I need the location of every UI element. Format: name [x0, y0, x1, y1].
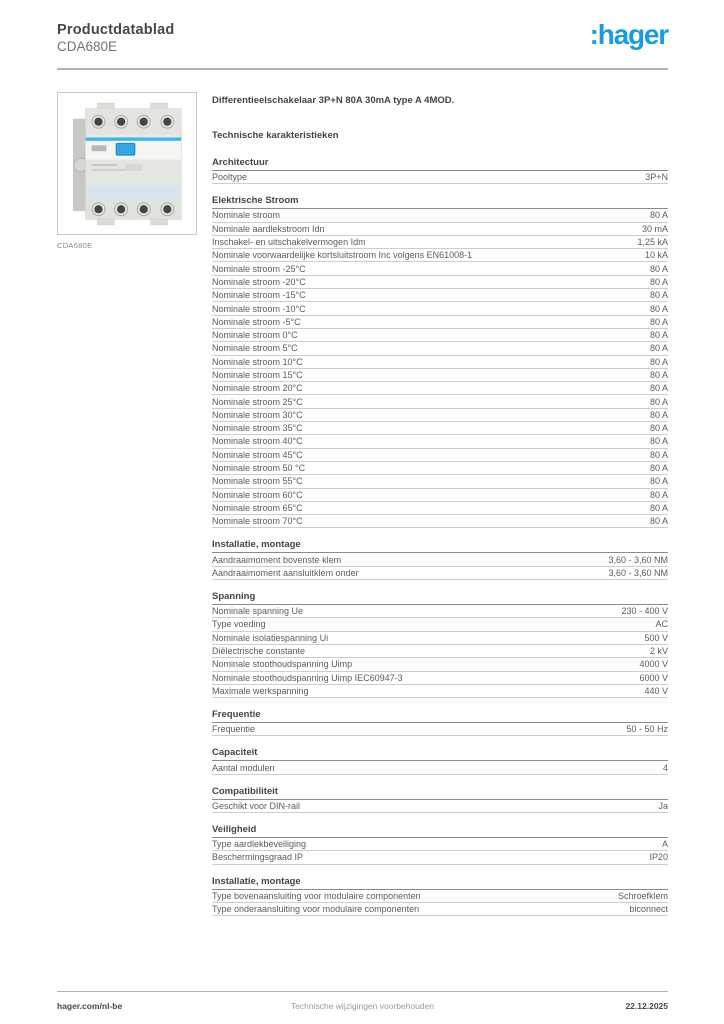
spec-label: Nominale stroom 45°C: [212, 449, 303, 460]
spec-value: Ja: [658, 800, 668, 811]
spec-section-title: Veiligheid: [212, 825, 668, 838]
spec-section: [212, 158, 668, 184]
spec-label: Nominale stroom 60°C: [212, 489, 303, 500]
spec-label: Nominale stroom 10°C: [212, 356, 303, 367]
spec-label: Nominale stroom: [212, 210, 281, 221]
spec-value: 3P+N: [645, 172, 668, 183]
spec-label: Nominale stroom -20°C: [212, 276, 306, 287]
spec-label: Nominale stroom 0°C: [212, 330, 298, 341]
product-image-frame: [57, 92, 197, 235]
spec-label: Nominale stroom -5°C: [212, 316, 301, 327]
spec-label: Nominale stroom 70°C: [212, 516, 303, 527]
spec-row: [212, 356, 668, 369]
spec-label: Nominale stroom 55°C: [212, 476, 303, 487]
spec-value: 30 mA: [641, 223, 668, 234]
footer-date: 22.12.2025: [625, 1001, 668, 1011]
spec-section: [212, 540, 668, 580]
spec-section-title: Capaciteit: [212, 748, 668, 761]
spec-row: [212, 645, 668, 658]
spec-row: [212, 276, 668, 289]
spec-label: Diëlectrische constante: [212, 646, 306, 657]
spec-value: IP20: [649, 852, 668, 863]
spec-row: [212, 329, 668, 342]
spec-section-title: Compatibiliteit: [212, 787, 668, 800]
spec-section-title: Elektrische Stroom: [212, 196, 668, 209]
technical-characteristics-heading: Technische karakteristieken: [212, 130, 339, 141]
spec-row: [212, 618, 668, 631]
spec-value: 80 A: [649, 409, 668, 420]
spec-row: [212, 462, 668, 475]
spec-row: [212, 502, 668, 515]
spec-value: 230 - 400 V: [621, 606, 668, 617]
spec-value: 500 V: [644, 632, 668, 643]
spec-value: 6000 V: [639, 672, 668, 683]
spec-row: [212, 171, 668, 184]
spec-label: Type bovenaansluiting voor modulaire componenten: [212, 890, 421, 901]
spec-row: [212, 382, 668, 395]
spec-section-title: Installatie, montage: [212, 540, 668, 553]
spec-label: Inschakel- en uitschakelvermogen Idm: [212, 237, 366, 248]
spec-row: [212, 249, 668, 262]
spec-value: 80 A: [649, 463, 668, 474]
page-footer: [57, 991, 668, 1011]
spec-section-title: Installatie, montage: [212, 877, 668, 890]
header-titles: [57, 22, 174, 55]
spec-label: Aandraaimoment bovenste klem: [212, 554, 342, 565]
spec-value: 80 A: [649, 276, 668, 287]
spec-row: [212, 515, 668, 528]
spec-value: 80 A: [649, 516, 668, 527]
spec-label: Nominale stroom 35°C: [212, 423, 303, 434]
spec-value: 2 kV: [649, 646, 668, 657]
spec-row: [212, 800, 668, 813]
spec-label: Nominale stoothoudspanning Uimp IEC60947-3: [212, 672, 403, 683]
spec-value: 80 A: [649, 423, 668, 434]
spec-label: Aantal modulen: [212, 762, 275, 773]
spec-label: Nominale isolatiespanning Ui: [212, 632, 329, 643]
spec-value: 1,25 kA: [637, 237, 668, 248]
spec-label: Nominale stroom -25°C: [212, 263, 306, 274]
spec-section: [212, 748, 668, 774]
spec-label: Nominale stroom 40°C: [212, 436, 303, 447]
spec-label: Nominale stroom 50 °C: [212, 463, 306, 474]
spec-row: [212, 289, 668, 302]
spec-label: Type aardlekbeveiliging: [212, 839, 307, 850]
spec-value: Schroefklem: [617, 890, 668, 901]
spec-label: Beschermingsgraad IP: [212, 852, 304, 863]
product-image-column: [57, 92, 197, 928]
spec-label: Nominale aardlekstroom Idn: [212, 223, 325, 234]
spec-section: [212, 592, 668, 698]
spec-value: 80 A: [649, 290, 668, 301]
page-header: [57, 19, 668, 55]
page-title: Productdatablad: [57, 22, 175, 38]
spec-row: [212, 302, 668, 315]
spec-value: 4: [662, 762, 668, 773]
product-description: Differentieelschakelaar 3P+N 80A 30mA type A 4MOD.: [212, 95, 455, 106]
spec-row: [212, 672, 668, 685]
spec-label: Type voeding: [212, 619, 266, 630]
spec-value: 10 kA: [644, 250, 668, 261]
spec-row: [212, 422, 668, 435]
footer-website: hager.com/nl-be: [57, 1001, 123, 1011]
main-content: [57, 92, 668, 928]
spec-value: 80 A: [649, 436, 668, 447]
spec-label: Geschikt voor DIN-rail: [212, 800, 301, 811]
spec-value: 80 A: [649, 210, 668, 221]
spec-section-title: Architectuur: [212, 158, 668, 171]
spec-row: [212, 316, 668, 329]
spec-label: Nominale stroom 25°C: [212, 396, 303, 407]
hager-logo: :hager: [589, 19, 668, 50]
spec-value: 80 A: [649, 489, 668, 500]
spec-section: [212, 825, 668, 865]
footer-disclaimer: Technische wijzigingen voorbehouden: [290, 1001, 435, 1011]
spec-label: Maximale werkspanning: [212, 685, 309, 696]
spec-value: 3,60 - 3,60 NM: [608, 554, 668, 565]
spec-row: [212, 903, 668, 916]
spec-row: [212, 435, 668, 448]
spec-row: [212, 851, 668, 864]
spec-label: Nominale stroom 65°C: [212, 502, 303, 513]
spec-row: [212, 723, 668, 736]
spec-value: 4000 V: [639, 659, 668, 670]
spec-row: [212, 605, 668, 618]
spec-value: 80 A: [649, 502, 668, 513]
spec-value: 80 A: [649, 263, 668, 274]
spec-section: [212, 710, 668, 736]
specifications-column: [212, 92, 668, 928]
spec-row: [212, 395, 668, 408]
spec-label: Nominale stroom 15°C: [212, 370, 303, 380]
spec-row: [212, 409, 668, 422]
spec-section: [212, 787, 668, 813]
spec-section-title: Frequentie: [212, 710, 668, 723]
spec-row: [212, 685, 668, 698]
spec-label: Nominale stroom 20°C: [212, 383, 303, 394]
spec-row: [212, 658, 668, 671]
spec-value: 80 A: [649, 330, 668, 341]
spec-label: Pooltype: [212, 172, 248, 183]
spec-label: Nominale spanning Ue: [212, 606, 304, 617]
spec-row: [212, 342, 668, 355]
spec-label: Nominale stoothoudspanning Uimp: [212, 659, 353, 670]
spec-row: [212, 475, 668, 488]
product-reference: CDA680E: [57, 39, 118, 54]
spec-value: AC: [655, 619, 668, 630]
spec-row: [212, 632, 668, 645]
spec-value: 440 V: [644, 685, 668, 696]
product-image-caption: CDA680E: [57, 241, 93, 250]
spec-row: [212, 449, 668, 462]
spec-sections: [212, 158, 668, 916]
spec-value: 80 A: [649, 476, 668, 487]
spec-label: Frequentie: [212, 724, 256, 735]
spec-section: [212, 196, 668, 528]
spec-row: [212, 209, 668, 222]
spec-value: 80 A: [649, 343, 668, 354]
header-divider: [57, 68, 668, 70]
spec-row: [212, 236, 668, 249]
spec-value: 80 A: [649, 356, 668, 367]
spec-value: 80 A: [649, 316, 668, 327]
rccb-product-image: [68, 101, 186, 227]
spec-row: [212, 567, 668, 580]
spec-value: biconnect: [629, 904, 668, 915]
spec-label: Aandraaimoment aansluitklem onder: [212, 567, 359, 578]
spec-row: [212, 369, 668, 382]
spec-value: 3,60 - 3,60 NM: [608, 567, 668, 578]
spec-label: Nominale voorwaardelijke kortsluitstroom Inc volgens EN61008-1: [212, 250, 473, 261]
spec-label: Nominale stroom 30°C: [212, 409, 303, 420]
spec-value: 80 A: [649, 383, 668, 394]
spec-row: [212, 890, 668, 903]
spec-row: [212, 489, 668, 502]
spec-label: Nominale stroom 5°C: [212, 343, 298, 354]
spec-value: 80 A: [649, 449, 668, 460]
spec-row: [212, 553, 668, 566]
spec-label: Nominale stroom -10°C: [212, 303, 306, 314]
spec-label: Type onderaansluiting voor modulaire componenten: [212, 904, 420, 915]
spec-value: 50 - 50 Hz: [626, 724, 668, 735]
spec-value: 80 A: [649, 303, 668, 314]
spec-label: Nominale stroom -15°C: [212, 290, 306, 301]
spec-section: [212, 877, 668, 917]
spec-value: 80 A: [649, 370, 668, 380]
spec-value: A: [661, 839, 668, 850]
spec-value: 80 A: [649, 396, 668, 407]
spec-row: [212, 761, 668, 774]
spec-row: [212, 262, 668, 275]
spec-row: [212, 223, 668, 236]
spec-section-title: Spanning: [212, 592, 668, 605]
spec-row: [212, 838, 668, 851]
